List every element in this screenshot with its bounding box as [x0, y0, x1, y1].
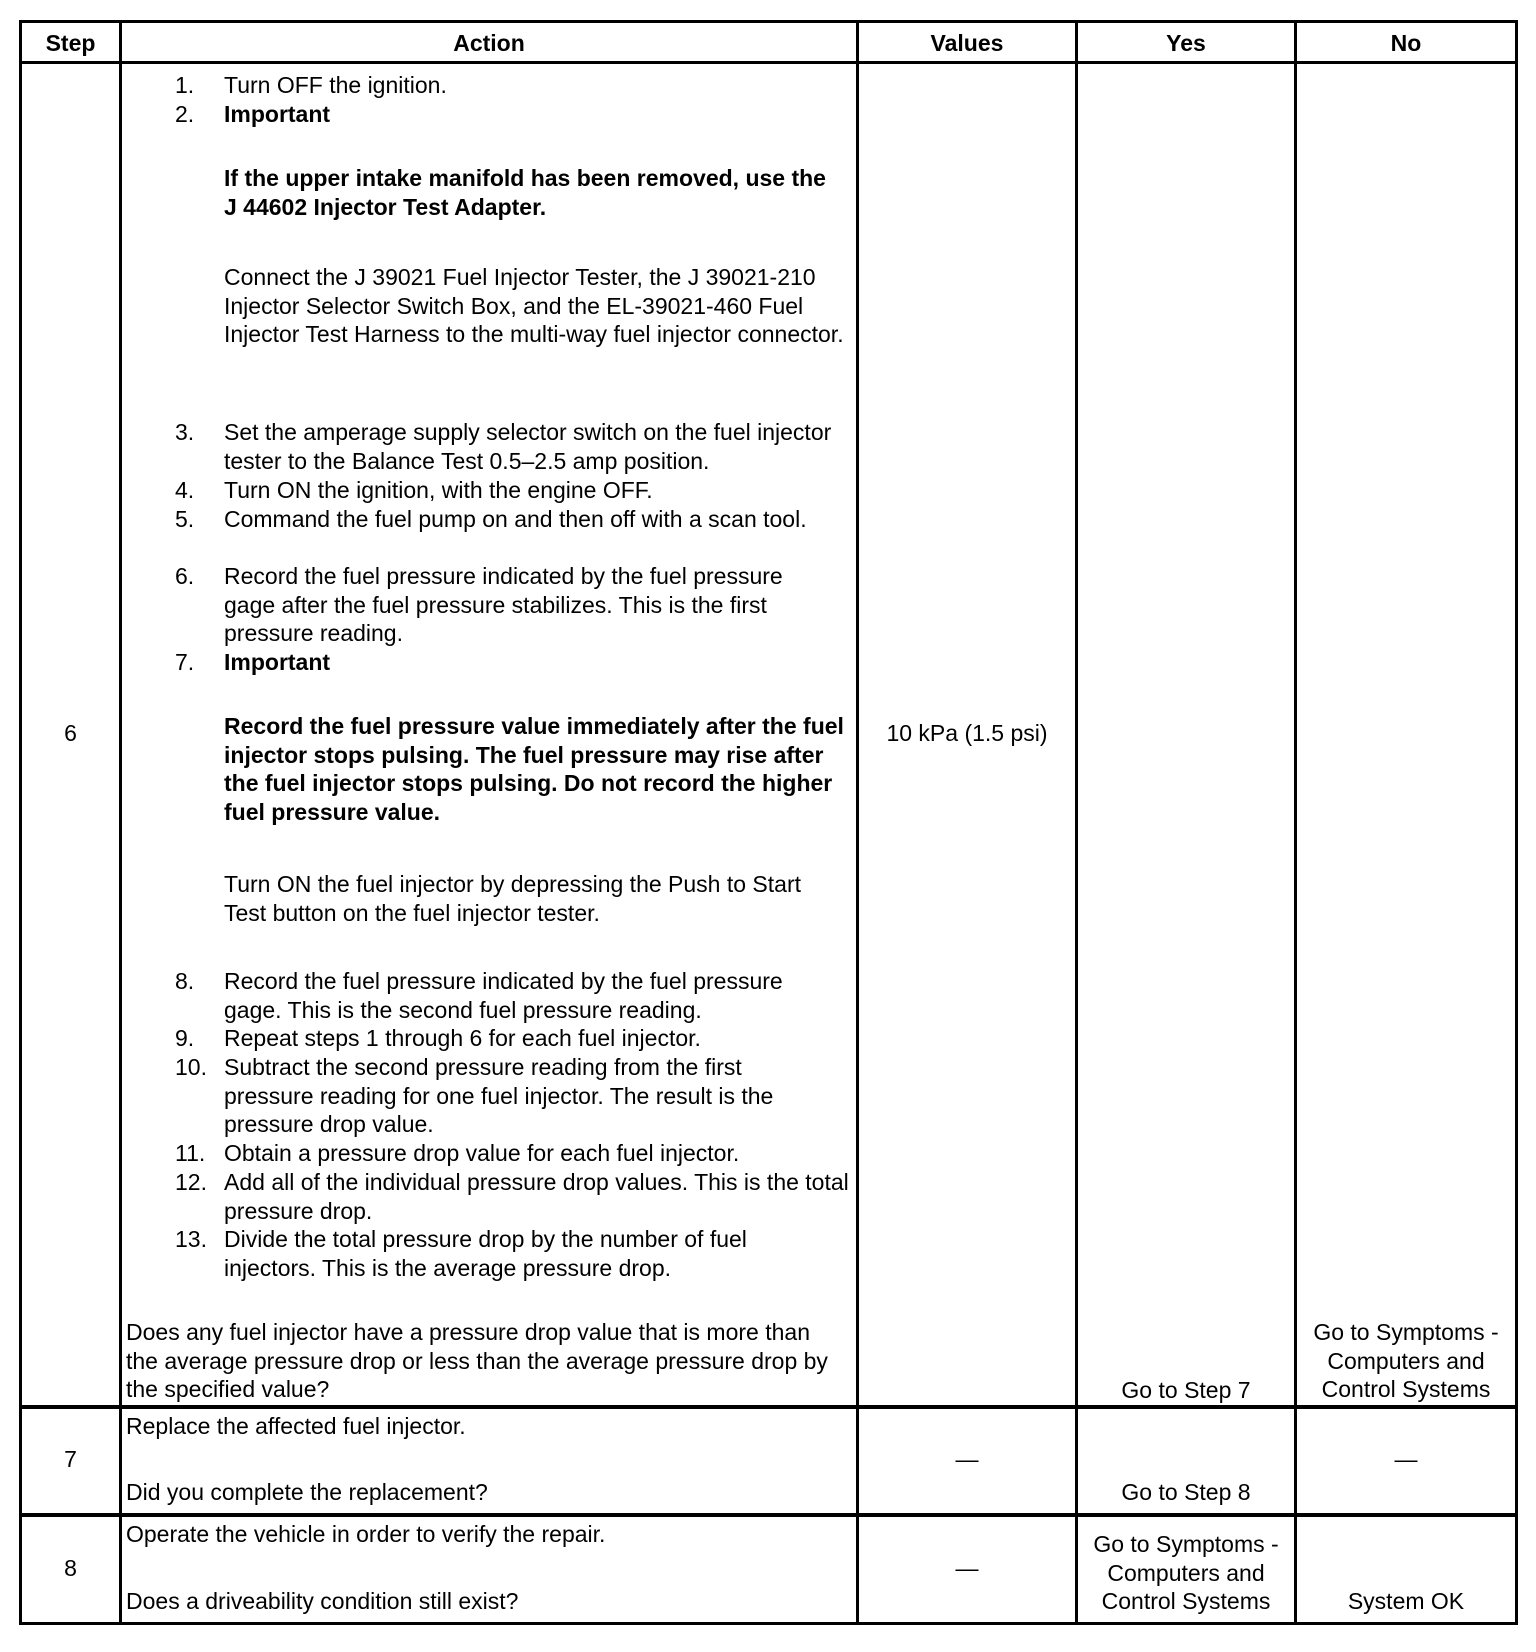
- value-cell: —: [955, 1446, 979, 1472]
- no-cell: System OK: [1347, 1588, 1465, 1614]
- header-yes: Yes: [1166, 30, 1206, 56]
- list-number: 1.: [175, 72, 195, 98]
- column-divider: [856, 23, 859, 1622]
- list-number: 10.: [175, 1054, 207, 1080]
- list-item: Obtain a pressure drop value for each fuel injector.: [224, 1140, 740, 1166]
- step-number: 8: [64, 1555, 77, 1581]
- column-divider: [1294, 23, 1297, 1622]
- row-divider: [22, 1405, 1515, 1409]
- list-number: 12.: [175, 1169, 207, 1195]
- important-label: Important: [224, 101, 331, 127]
- step-number: 6: [64, 720, 77, 746]
- value-cell: 10 kPa (1.5 psi): [886, 720, 1048, 746]
- list-number: 13.: [175, 1226, 207, 1252]
- no-cell: —: [1394, 1446, 1418, 1472]
- step-question: Does any fuel injector have a pressure drop value that is more than the average pressure drop or less than the average pressure drop by the specified value?: [126, 1319, 828, 1403]
- header-step: Step: [45, 30, 96, 56]
- step-action: Operate the vehicle in order to verify the repair.: [126, 1521, 606, 1547]
- list-item: Add all of the individual pressure drop values. This is the total pressure drop.: [224, 1169, 849, 1224]
- important-note: Record the fuel pressure value immediately after the fuel injector stops pulsing. The fuel pressure may rise after the fuel injector stops pulsing. Do not record the higher fuel pressure value.: [224, 713, 844, 825]
- no-cell: Go to Symptoms - Computers and Control Systems: [1313, 1319, 1499, 1403]
- row-divider: [22, 1513, 1515, 1517]
- header-values: Values: [930, 30, 1004, 56]
- column-divider: [119, 23, 122, 1622]
- header-action: Action: [453, 30, 525, 56]
- list-number: 3.: [175, 419, 195, 445]
- list-item: Repeat steps 1 through 6 for each fuel injector.: [224, 1025, 701, 1051]
- list-item-detail: Turn ON the fuel injector by depressing the Push to Start Test button on the fuel injector tester.: [224, 871, 801, 926]
- list-number: 9.: [175, 1025, 195, 1051]
- diagnostic-table: [19, 20, 1518, 1625]
- list-number: 11.: [175, 1140, 206, 1166]
- row-divider: [22, 61, 1515, 64]
- list-item: Subtract the second pressure reading from the first pressure reading for one fuel injector. The result is the pressure drop value.: [224, 1054, 774, 1138]
- step-number: 7: [64, 1446, 77, 1472]
- list-number: 2.: [175, 101, 195, 127]
- yes-cell: Go to Symptoms - Computers and Control Systems: [1093, 1531, 1279, 1615]
- yes-cell: Go to Step 8: [1121, 1479, 1251, 1505]
- step-question: Did you complete the replacement?: [126, 1479, 488, 1505]
- list-number: 5.: [175, 506, 195, 532]
- list-item: Record the fuel pressure indicated by the fuel pressure gage after the fuel pressure stabilizes. This is the first pressure reading.: [224, 563, 783, 647]
- step-question: Does a driveability condition still exist?: [126, 1588, 519, 1614]
- step-action: Replace the affected fuel injector.: [126, 1413, 466, 1439]
- list-number: 4.: [175, 477, 195, 503]
- list-number: 7.: [175, 649, 195, 675]
- header-no: No: [1390, 30, 1422, 56]
- list-number: 8.: [175, 968, 195, 994]
- list-number: 6.: [175, 563, 195, 589]
- list-item: Record the fuel pressure indicated by the fuel pressure gage. This is the second fuel pressure reading.: [224, 968, 783, 1023]
- list-item: Turn ON the ignition, with the engine OFF.: [224, 477, 653, 503]
- list-item-detail: Connect the J 39021 Fuel Injector Tester, the J 39021-210 Injector Selector Switch Box, and the EL-39021-460 Fuel Injector Test Harness to the multi-way fuel injector connector.: [224, 264, 844, 348]
- important-label: Important: [224, 649, 331, 675]
- list-item: Set the amperage supply selector switch on the fuel injector tester to the Balance Test 0.5–2.5 amp position.: [224, 419, 832, 474]
- yes-cell: Go to Step 7: [1121, 1377, 1251, 1403]
- list-item: Turn OFF the ignition.: [224, 72, 447, 98]
- list-item: Command the fuel pump on and then off with a scan tool.: [224, 506, 807, 532]
- important-note: If the upper intake manifold has been removed, use the J 44602 Injector Test Adapter.: [224, 165, 826, 220]
- list-item: Divide the total pressure drop by the number of fuel injectors. This is the average pressure drop.: [224, 1226, 747, 1281]
- value-cell: —: [955, 1555, 979, 1581]
